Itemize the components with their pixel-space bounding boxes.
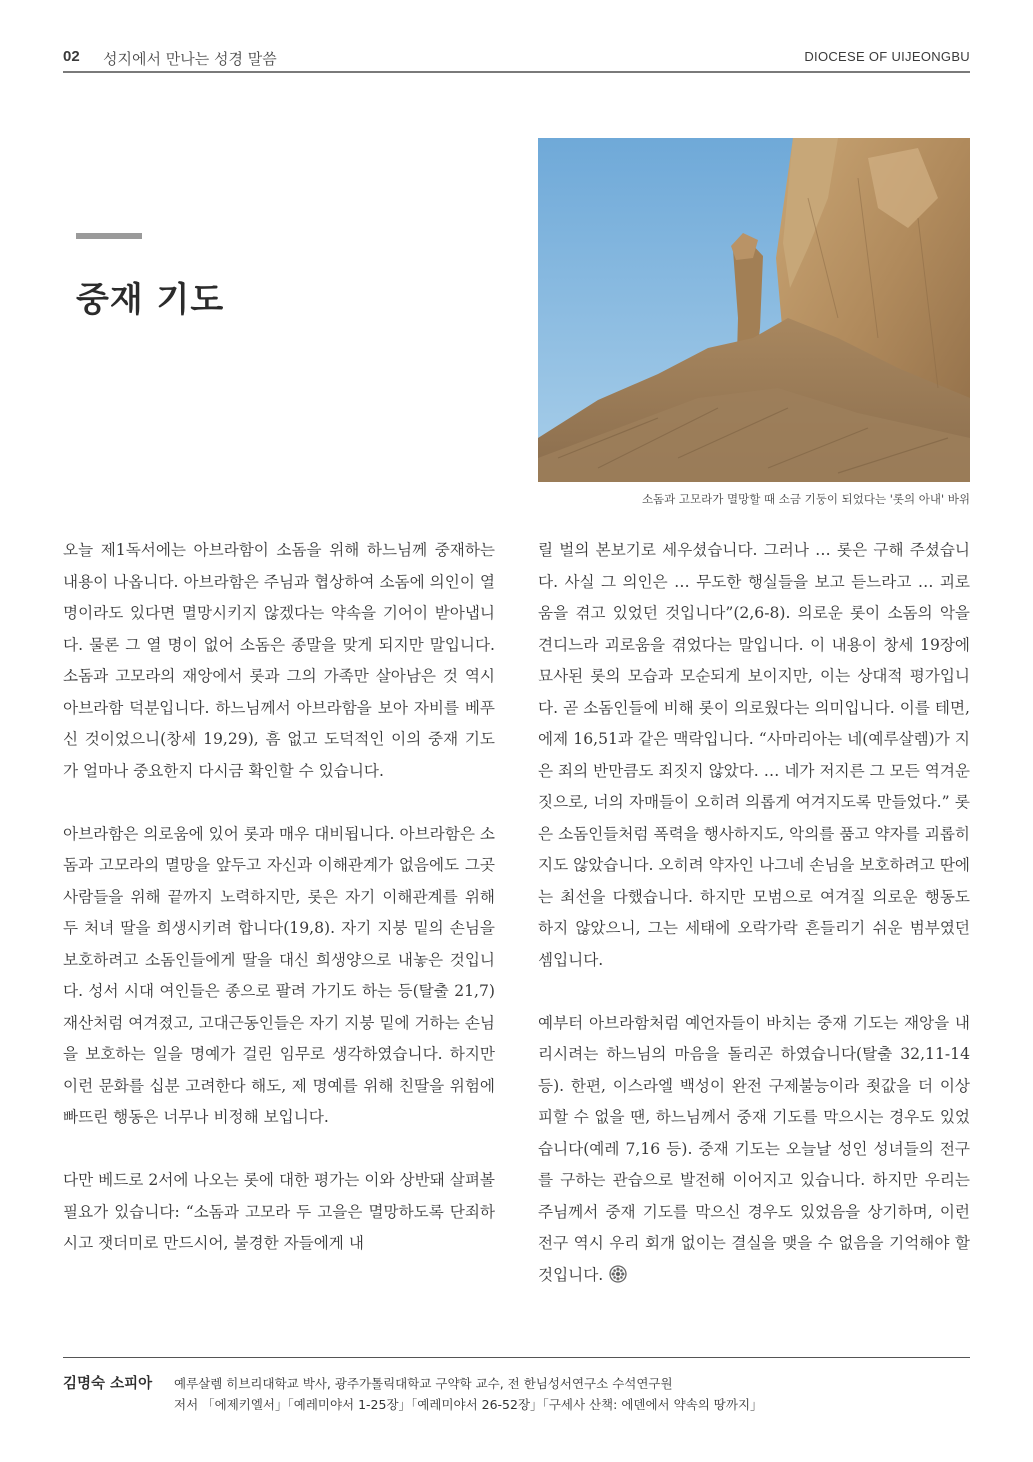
- author-bio-line: 예루살렘 히브리대학교 박사, 광주가톨릭대학교 구약학 교수, 전 한님성서연구소 수석연구원: [174, 1376, 673, 1391]
- photo-caption: 소돔과 고모라가 멸망할 때 소금 기둥이 되었다는 '롯의 아내' 바위: [641, 492, 970, 506]
- series-title: 성지에서 만나는 성경 말씀: [103, 50, 277, 68]
- author-bio-line: 저서 「에제키엘서」「예레미야서 1-25장」「예레미야서 26-52장」「구세사 산책: 에덴에서 약속의 땅까지」: [174, 1397, 763, 1412]
- paragraph: 릴 벌의 본보기로 세우셨습니다. 그러나 … 롯은 구해 주셨습니다. 사실 그 의인은 … 무도한 행실들을 보고 듣느라고 … 괴로움을 겪고 있었던 것입니다”(2,6-8). 의로운 롯이 소돔의 악을 견디느라 괴로움을 겪었다는 말입니다. 이 내용이 창세 19장에 묘사된 롯의 모습과 모순되게 보이지만, 이는 상대적 평가입니다. 곧 소돔인들에 비해 롯이 의로웠다는 의미입니다. 이를 테면, 에제 16,51과 같은 맥락입니다. “사마리아는 네(예루살렘)가 지은 죄의 반만큼도 죄짓지 않았다. … 네가 저지른 그 모든 역겨운 짓으로, 너의 자매들이 오히려 의롭게 여겨지도록 만들었다.” 롯은 소돔인들처럼 폭력을 행사하지도, 악의를 품고 약자를 괴롭히지도 않았습니다. 오히려 약자인 나그네 손님을 보호하려고 딴에는 최선을 다했습니다. 하지만 모범으로 여겨질 의로운 행동도 하지 않았으니, 그는 세태에 오락가락 흔들리기 쉬운 범부였던 셈입니다.: [538, 541, 970, 969]
- footer-divider: [63, 1357, 970, 1358]
- article-title: 중재 기도: [76, 280, 225, 320]
- title-accent-bar: [76, 233, 142, 239]
- paragraph: 아브라함은 의로움에 있어 롯과 매우 대비됩니다. 아브라함은 소돔과 고모라의 멸망을 앞두고 자신과 이해관계가 없음에도 그곳 사람들을 위해 끝까지 노력하지만, 롯은 자기 이해관계를 위해 두 처녀 딸을 희생시키려 합니다(19,8). 자기 지붕 밑의 손님을 보호하려고 소돔인들에게 딸을 대신 희생양으로 내놓은 것입니다. 성서 시대 여인들은 종으로 팔려 가기도 하는 등(탈출 21,7) 재산처럼 여겨졌고, 고대근동인들은 자기 지붕 밑에 거하는 손님을 보호하는 일을 명예가 걸린 임무로 생각하였습니다. 하지만 이런 문화를 십분 고려한다 해도, 제 명예를 위해 친딸을 위험에 빠뜨린 행동은 너무나 비정해 보입니다.: [63, 824, 495, 1126]
- paragraph: 다만 베드로 2서에 나오는 롯에 대한 평가는 이와 상반돼 살펴볼 필요가 있습니다: “소돔과 고모라 두 고을은 멸망하도록 단죄하시고 잿더미로 만드시어, 불경한 자들에게 내: [63, 1171, 495, 1252]
- article-right-column: [538, 535, 970, 1323]
- paragraph-last: [538, 1008, 970, 1292]
- page-number: 02: [63, 48, 80, 65]
- organization-name: DIOCESE OF UIJEONGBU: [804, 49, 970, 64]
- lots-wife-rock-photo: [538, 138, 970, 482]
- article-left-column: [63, 535, 495, 1291]
- paragraph-text: 예부터 아브라함처럼 예언자들이 바치는 중재 기도는 재앙을 내리시려는 하느님의 마음을 돌리곤 하였습니다(탈출 32,11-14 등). 한편, 이스라엘 백성이 완전 구제불능이라 죗값을 더 이상 피할 수 없을 땐, 하느님께서 중재 기도를 막으시는 경우도 있었습니다(예레 7,16 등). 중재 기도는 오늘날 성인 성녀들의 전구를 구하는 관습으로 발전해 이어지고 있습니다. 하지만 우리는 주님께서 중재 기도를 막으신 경우도 있었음을 상기하며, 이런 전구 역시 우리 회개 없이는 결실을 맺을 수 없음을 기억해야 할 것입니다.: [538, 1013, 970, 1284]
- author-name: 김명숙 소피아: [63, 1376, 153, 1392]
- header-divider: [63, 71, 970, 73]
- end-mark-icon: [609, 1263, 627, 1281]
- page-header: [63, 44, 970, 72]
- author-bio: [174, 1373, 763, 1415]
- paragraph: 오늘 제1독서에는 아브라함이 소돔을 위해 하느님께 중재하는 내용이 나옵니다. 아브라함은 주님과 협상하여 소돔에 의인이 열 명이라도 있다면 멸망시키지 않겠다는 약속을 기어이 받아냅니다. 물론 그 열 명이 없어 소돔은 종말을 맞게 되지만 말입니다. 소돔과 고모라의 재앙에서 롯과 그의 가족만 살아남은 것 역시 아브라함 덕분입니다. 하느님께서 아브라함을 보아 자비를 베푸신 것이었으니(창세 19,29), 흠 없고 도덕적인 이의 중재 기도가 얼마나 중요한지 다시금 확인할 수 있습니다.: [63, 541, 495, 780]
